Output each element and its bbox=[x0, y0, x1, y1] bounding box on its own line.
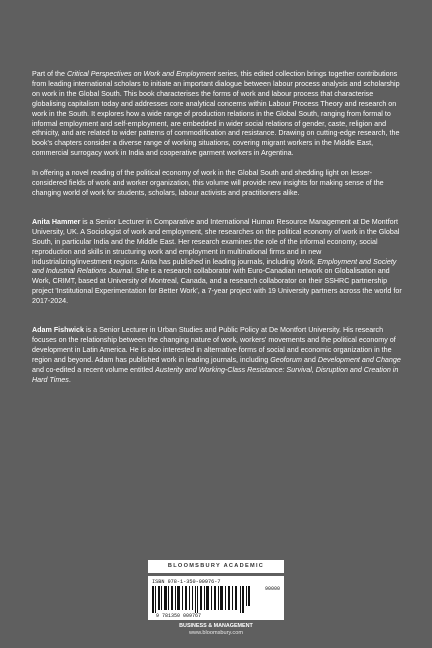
publisher-name: BLOOMSBURY ACADEMIC bbox=[148, 560, 284, 573]
publisher-block bbox=[148, 560, 284, 632]
price-code: 90000 bbox=[264, 586, 280, 592]
bio-text: . She is a research collaborator with Euro-Canadian network on Globalisation and Work, CRIMT, based at University of Montreal, Canada, and a research collaborator on their SSHRC partnership project 'Institutional Experimentation for Better Work', a 7-year project with 19 University partners across the world for 2017-2024. bbox=[32, 267, 402, 306]
isbn: ISBN 978-1-350-00976-7 bbox=[152, 579, 221, 585]
blurb-paragraph-2: In offering a novel reading of the political economy of work in the Global South and shedding light on lesser-considered fields of work and worker organization, this volume will provide new insights for making sense of the changing world of work for students, scholars, labour activists and practitioners alike. bbox=[32, 169, 384, 197]
journal-title: Geoforum bbox=[270, 355, 302, 364]
bio-text: is a Senior Lecturer in Comparative and International Human Resource Management at De Montfort University, UK. A Sociologist of work and employment, she researches on the political economy of work in the Global South, in particular India and the Middle East. Her research examines the role of the informal economy, social reproduction and skills in structuring work and employment in multinational firms and in new industrializing/investment regions. Anita has published in leading journals, including bbox=[32, 217, 400, 266]
bio-text: . bbox=[68, 375, 71, 384]
author-name: Anita Hammer bbox=[32, 217, 81, 226]
journal-title: Development and Change bbox=[317, 355, 401, 364]
blurb-paragraph-1 bbox=[32, 70, 402, 159]
subject-category: BUSINESS & MANAGEMENT bbox=[148, 620, 284, 632]
author-bio-fishwick bbox=[32, 326, 402, 385]
bio-text: and co-edited a recent volume entitled bbox=[32, 365, 156, 374]
bio-text: is a Senior Lecturer in Urban Studies and Public Policy at De Montfort University. His research focuses on the relationship between the changing nature of work, workers' movements and the political economy of development in Latin America. He is also interested in alternative forms of social and economic organization in the region and beyond. Adam has published work in leading journals, including bbox=[32, 326, 396, 364]
author-name: Adam Fishwick bbox=[32, 326, 84, 335]
publisher-url: www.bloomsbury.com bbox=[189, 630, 243, 636]
journal-titles: Work, Employment and Society and Industrial Relations Journal bbox=[32, 257, 397, 276]
bio-text: and bbox=[301, 355, 318, 364]
barcode-icon bbox=[152, 586, 250, 613]
blurb-text: Part of the bbox=[32, 70, 67, 78]
series-title: Critical Perspectives on Work and Employment bbox=[66, 70, 216, 78]
barcode-number: 9 781350 009767 bbox=[156, 613, 202, 619]
blurb-text: series, this edited collection brings together contributions from leading international scholars to initiate an important dialogue between labour process analysis and scholarship on work in the Global South. This book characterises the forms of work and labour process that characterise globalising capitalism today and addresses core analytical concerns within Labour Process Theory and research on work in the South. It explores how a wide range of production relations in the Global South, ranging from formal to informal employment and self-employment, are embedded in wider social relations of gender, caste, religion and ethnicity, and are related to wider patterns of commodification and resistance. Drawing on cutting-edge research, the book's chapters consider a diverse range of working situations, covering migrant workers in the Middle East, commercial surrogacy work in India and cooperative garment workers in Argentina. bbox=[32, 70, 400, 158]
book-title: Austerity and Working-Class Resistance: Survival, Disruption and Creation in Hard Times bbox=[32, 365, 399, 384]
barcode-box bbox=[148, 576, 284, 620]
back-cover-text bbox=[32, 70, 402, 385]
author-bio-hammer bbox=[32, 218, 402, 307]
